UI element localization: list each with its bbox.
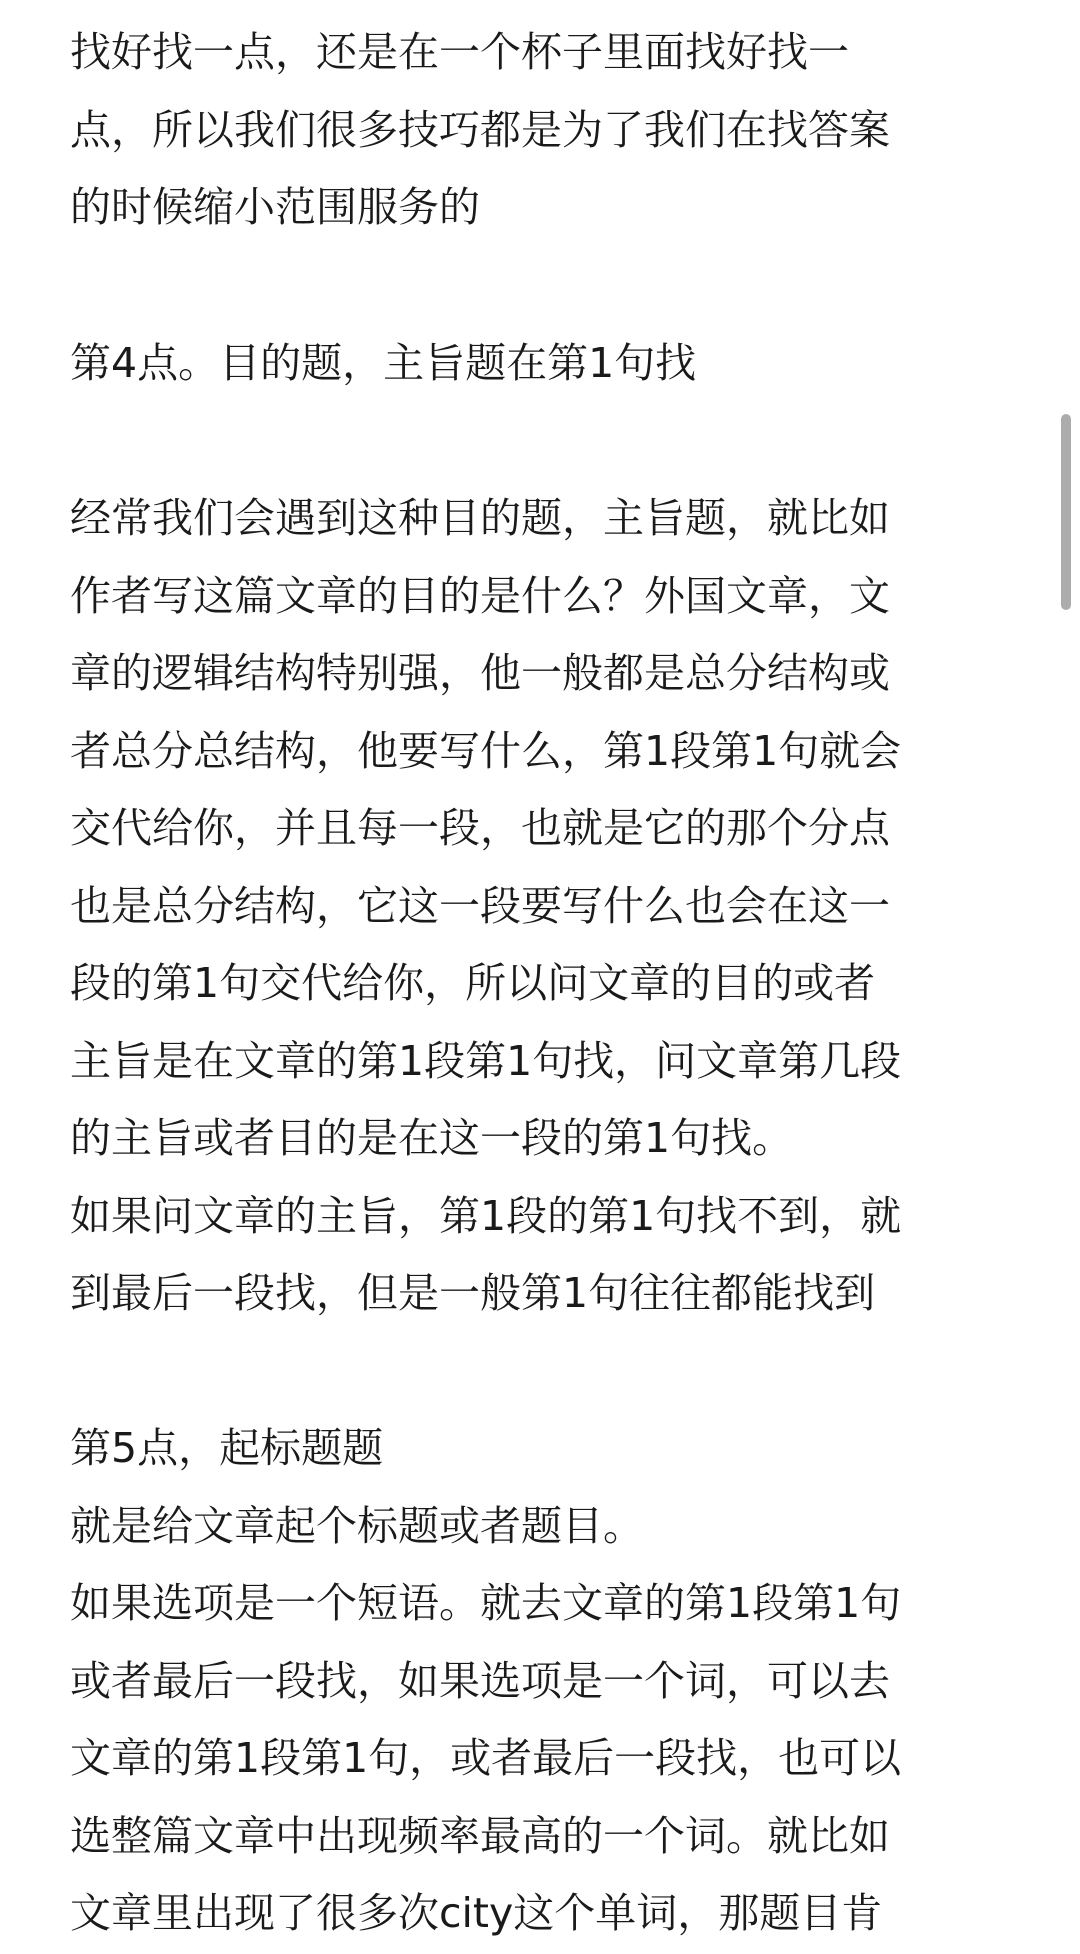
paragraph-line: 交代给你，并且每一段，也就是它的那个分点 [70, 804, 890, 852]
section-heading: 第4点。目的题，主旨题在第1句找 [70, 339, 697, 387]
paragraph-line: 章的逻辑结构特别强，他一般都是总分结构或 [70, 649, 890, 697]
paragraph-line: 如果选项是一个短语。就去文章的第1段第1句 [70, 1579, 902, 1627]
scrollbar-thumb[interactable] [1061, 414, 1071, 610]
section-heading: 第5点，起标题题 [70, 1424, 384, 1472]
paragraph-line: 点，所以我们很多技巧都是为了我们在找答案 [70, 106, 890, 154]
paragraph-line: 的时候缩小范围服务的 [70, 183, 480, 231]
paragraph-line: 选整篇文章中出现频率最高的一个词。就比如 [70, 1812, 890, 1860]
paragraph-line: 者总分总结构，他要写什么，第1段第1句就会 [70, 727, 902, 775]
paragraph-line: 如果问文章的主旨，第1段的第1句找不到，就 [70, 1192, 902, 1240]
paragraph-line: 经常我们会遇到这种目的题，主旨题，就比如 [70, 494, 890, 542]
paragraph-line: 段的第1句交代给你，所以问文章的目的或者 [70, 959, 876, 1007]
paragraph-line: 主旨是在文章的第1段第1句找，问文章第几段 [70, 1037, 902, 1085]
paragraph-line: 到最后一段找，但是一般第1句往往都能找到 [70, 1269, 876, 1317]
paragraph-line: 也是总分结构，它这一段要写什么也会在这一 [70, 882, 890, 930]
paragraph-line: 文章里出现了很多次city这个单词，那题目肯 [70, 1889, 883, 1937]
paragraph-line: 文章的第1段第1句，或者最后一段找，也可以 [70, 1734, 902, 1782]
paragraph-line: 或者最后一段找，如果选项是一个词，可以去 [70, 1657, 890, 1705]
paragraph-line: 就是给文章起个标题或者题目。 [70, 1502, 644, 1550]
paragraph-line: 找好找一点，还是在一个杯子里面找好找一 [70, 28, 849, 76]
paragraph-line: 作者写这篇文章的目的是什么？外国文章，文 [70, 572, 890, 620]
paragraph-line: 的主旨或者目的是在这一段的第1句找。 [70, 1114, 794, 1162]
